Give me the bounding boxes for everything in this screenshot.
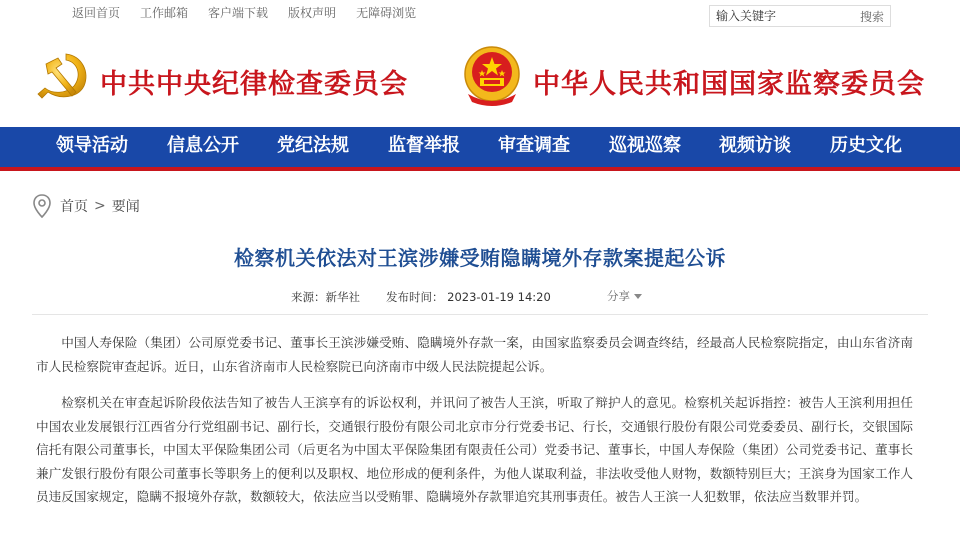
article-body bbox=[36, 331, 913, 522]
client-download-link[interactable]: 客户端下载 bbox=[208, 6, 269, 20]
cpc-ccdi-title: 中共中央纪律检查委员会 bbox=[100, 69, 408, 100]
article-published: 发布时间： 2023-01-19 14:20 bbox=[386, 290, 551, 304]
main-nav bbox=[0, 127, 960, 171]
chevron-down-icon bbox=[634, 294, 642, 299]
article-source: 来源：新华社 bbox=[291, 290, 360, 304]
top-utility-bar bbox=[0, 0, 960, 28]
copyright-link[interactable]: 版权声明 bbox=[288, 6, 337, 20]
article-paragraph: 中国人寿保险（集团）公司原党委书记、董事长王滨涉嫌受贿、隐瞒境外存款一案，由国家监察委员会调查终结，经最高人民检察院指定，由山东省济南市人民检察院审查起诉。近日，山东省济南市人民检察院已向济南市中级人民法院提起公诉。 bbox=[36, 335, 913, 374]
site-header bbox=[0, 28, 960, 128]
national-emblem-icon[interactable] bbox=[462, 44, 522, 108]
nav-item-regulations[interactable]: 党纪法规 bbox=[277, 135, 349, 156]
article-paragraph: 检察机关在审查起诉阶段依法告知了被告人王滨享有的诉讼权利，并讯问了被告人王滨，听取了辩护人的意见。检察机关起诉指控：被告人王滨利用担任中国农业发展银行江西省分行党组副书记、副行长，交通银行股份有限公司北京市分行党委书记、行长，交通银行股份有限公司党委委员、副行长，交银国际信托有限公司董事长，中国太平保险集团公司（后更名为中国太平保险集团有限责任公司）党委书记、董事长，中国人寿保险（集团）公司党委书记、董事长兼广发银行股份有限公司董事长等职务上的便利以及职权、地位形成的便利条件，为他人谋取利益，非法收受他人财物，数额特别巨大；王滨身为国家工作人员违反国家规定，隐瞒不报境外存款，数额较大，依法应当以受贿罪、隐瞒境外存款罪追究其刑事责任。被告人王滨一人犯数罪，依法应当数罪并罚。 bbox=[36, 395, 913, 504]
search-button[interactable]: 搜索 bbox=[859, 10, 884, 24]
article-title: 检察机关依法对王滨涉嫌受贿隐瞒境外存款案提起公诉 bbox=[234, 246, 726, 270]
nav-item-leadership[interactable]: 领导活动 bbox=[56, 135, 128, 156]
nav-item-report[interactable]: 监督举报 bbox=[388, 135, 460, 156]
top-links bbox=[72, 5, 436, 21]
search-box bbox=[709, 5, 891, 27]
work-email-link[interactable]: 工作邮箱 bbox=[140, 6, 189, 20]
breadcrumb-separator: > bbox=[94, 198, 106, 214]
nav-item-history[interactable]: 历史文化 bbox=[830, 135, 902, 156]
breadcrumb-current[interactable]: 要闻 bbox=[111, 199, 140, 215]
breadcrumb bbox=[32, 194, 140, 218]
search-input[interactable] bbox=[716, 8, 836, 24]
share-button[interactable] bbox=[607, 288, 642, 304]
nav-item-info-disclosure[interactable]: 信息公开 bbox=[167, 135, 239, 156]
article-meta bbox=[291, 289, 551, 305]
nsc-title: 中华人民共和国国家监察委员会 bbox=[533, 69, 925, 100]
accessibility-link[interactable]: 无障碍浏览 bbox=[356, 6, 417, 20]
nav-item-video[interactable]: 视频访谈 bbox=[719, 135, 791, 156]
share-label: 分享 bbox=[607, 289, 630, 303]
home-link[interactable]: 返回首页 bbox=[72, 6, 121, 20]
breadcrumb-home[interactable]: 首页 bbox=[60, 199, 88, 215]
divider bbox=[32, 314, 928, 315]
nav-item-inspection[interactable]: 巡视巡察 bbox=[609, 135, 681, 156]
location-pin-icon bbox=[32, 194, 52, 218]
nav-item-investigation[interactable]: 审查调查 bbox=[498, 135, 570, 156]
party-emblem-icon[interactable] bbox=[36, 50, 92, 102]
